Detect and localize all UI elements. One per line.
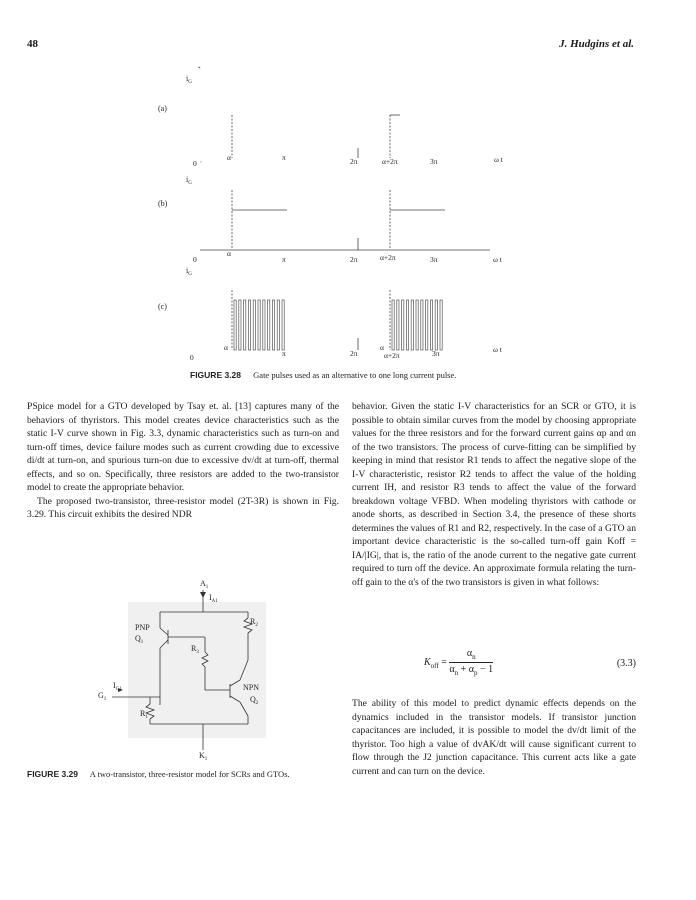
npn-label: NPN — [243, 683, 260, 692]
left-para-1: PSpice model for a GTO developed by Tsay et. al. [13] captures many of the behaviors of thyristors. This model creates device characteristics such as the static I-V curve shown in Fig. 3.3, dynamic characteristics such as turn-on and turn-off times, device failure modes such as current crowding due to excessive di/dt at turn-on, and spurious turn-on due to excessive dv/dt at turn-off, thermal effects, and so on. Specifically, three resistors are added to the two-transistor model to create the appropriate behavior. — [27, 401, 339, 493]
svg-text:^: ^ — [200, 160, 202, 165]
svg-text:ω t: ω t — [493, 345, 502, 354]
equation-3-3: $K_{off}$ = $\frac{\alpha_n}{\alpha_n + \alpha_p - 1}$ (3.3) — [424, 648, 636, 677]
panel-a-ylabel: $i_G$ — [186, 74, 192, 85]
ia-label: $I_{A1}$ — [209, 593, 218, 604]
svg-text:α: α — [380, 343, 384, 352]
r3-label: $R_3$ — [191, 644, 199, 655]
right-column — [352, 400, 636, 589]
equation-number: (3.3) — [616, 658, 636, 669]
svg-text:3π: 3π — [432, 349, 440, 358]
panel-b-label: (b) — [158, 199, 168, 208]
q1-label: $Q_1$ — [135, 634, 144, 645]
r2-label: $R_2$ — [250, 617, 258, 628]
gate-label: $G_1$ — [98, 691, 107, 702]
svg-text:π: π — [282, 153, 286, 162]
svg-text:π: π — [282, 255, 286, 264]
panel-b-ylabel: $i_G$ — [186, 175, 192, 186]
figure-3-29-caption: FIGURE 3.29 A two-transistor, three-resistor model for SCRs and GTOs. — [27, 769, 290, 779]
svg-text:α+2π: α+2π — [384, 351, 400, 360]
right-column-continued — [352, 697, 636, 778]
r1-label: $R_1$ — [140, 709, 148, 720]
cathode-label: $K_1$ — [199, 751, 208, 762]
page-number: 48 — [27, 38, 38, 50]
svg-text:0: 0 — [193, 159, 197, 168]
panel-c-ylabel: $i_G$ — [186, 266, 192, 277]
svg-text:*: * — [198, 67, 201, 72]
svg-text:2π: 2π — [350, 349, 358, 358]
running-head: J. Hudgins et al. — [559, 38, 634, 50]
q2-label: $Q_2$ — [250, 695, 259, 706]
panel-c-label: (c) — [158, 302, 167, 311]
left-column — [27, 400, 339, 522]
anode-label: $A_1$ — [200, 579, 209, 590]
svg-text:α+2π: α+2π — [382, 157, 398, 166]
svg-text:α: α — [227, 153, 231, 162]
right-para-1: behavior. Given the static I-V characteristics for an SCR or GTO, it is possible to obtain similar curves from the model by choosing appropriate values for the three resistors and for the forward current gains αp and αn of the two transistors. The process of curve-fitting can be simplified by keeping in mind that resistor R1 tends to affect the negative slope of the I-V characteristic, resistor R2 tends to affect the value of the holding current IH, and resistor R3 tends to affect the value of the forward breakdown voltage VFBD. When modeling thyristors with cathode or anode shorts, as described in Section 3.4, the presence of these shorts determines the values of R1 and R2, respectively. In the case of a GTO an important device characteristic is the so-called turn-off gain Koff = IA/|IG|, that is, the ratio of the anode current to the negative gate current required to turn off the device. An approximate formula relating the turn-off gain to the α's of the two transistors is given in what follows: — [352, 401, 636, 588]
ig-label: $I_{G1}$ — [113, 681, 122, 692]
pnp-label: PNP — [135, 623, 150, 632]
svg-text:α: α — [224, 343, 228, 352]
svg-text:3π: 3π — [430, 157, 438, 166]
svg-text:0: 0 — [190, 353, 194, 362]
svg-text:2π: 2π — [350, 157, 358, 166]
right-para-2: The ability of this model to predict dynamic effects depends on the dynamics included in the transistor models. If transistor junction capacitances are included, it is possible to model the dv/dt limit of the thyristor. Too high a value of dvAK/dt will cause significant current to flow through the J2 junction capacitance. This current acts like a gate current and can turn on the device. — [352, 698, 636, 777]
svg-text:0: 0 — [193, 255, 197, 264]
svg-text:α: α — [227, 249, 231, 258]
svg-text:3π: 3π — [430, 255, 438, 264]
figure-3-28-caption: FIGURE 3.28 Gate pulses used as an alternative to one long current pulse. — [190, 370, 457, 380]
svg-text:ω t: ω t — [493, 255, 502, 264]
panel-a-label: (a) — [158, 104, 167, 113]
svg-text:π: π — [282, 349, 286, 358]
svg-text:ω t: ω t — [494, 155, 503, 164]
left-para-2: The proposed two-transistor, three-resistor model (2T-3R) is shown in Fig. 3.29. This circuit exhibits the desired NDR — [27, 495, 339, 520]
svg-text:α+2π: α+2π — [380, 253, 396, 262]
svg-text:2π: 2π — [350, 255, 358, 264]
